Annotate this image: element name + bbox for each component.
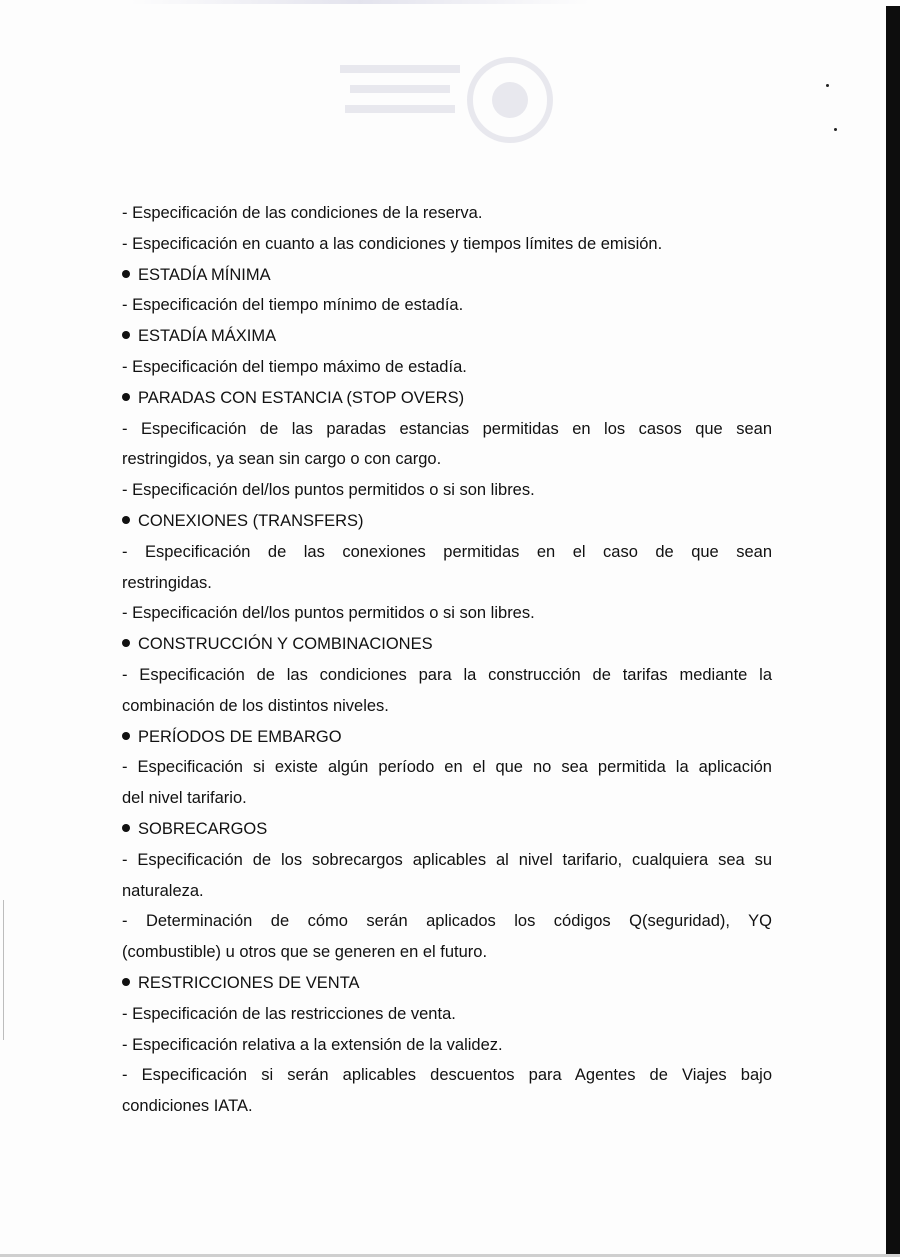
bullet-icon: [122, 639, 130, 647]
section-heading: [122, 321, 772, 352]
bullet-icon: [122, 732, 130, 740]
bullet-icon: [122, 824, 130, 832]
section-heading: [122, 722, 772, 753]
scan-edge-left: [3, 900, 4, 1040]
section-heading-text: SOBRECARGOS: [138, 819, 268, 838]
scan-speck: [826, 84, 829, 87]
paragraph-line: - Especificación de las restricciones de venta.: [122, 1004, 456, 1023]
document-body: [122, 198, 772, 1122]
section-heading-text: PERÍODOS DE EMBARGO: [138, 727, 342, 746]
paragraph-line: - Especificación del tiempo mínimo de estadía.: [122, 296, 464, 315]
section-heading-text: ESTADÍA MÁXIMA: [138, 327, 277, 346]
paragraph-line: - Especificación de las condiciones de la reserva.: [122, 204, 483, 222]
paragraph-line: combinación de los distintos niveles.: [122, 696, 389, 715]
paragraph-line: (combustible) u otros que se generen en el futuro.: [122, 943, 488, 962]
paragraph-line: - Especificación de los sobrecargos aplicables al nivel tarifario, cualquiera sea su: [122, 850, 772, 869]
paragraph-line: restringidos, ya sean sin cargo o con cargo.: [122, 450, 442, 469]
section-heading: [122, 506, 772, 537]
section-heading-text: CONEXIONES (TRANSFERS): [138, 511, 364, 530]
scan-speck: [834, 128, 837, 131]
paragraph-line: - Especificación del tiempo máximo de estadía.: [122, 357, 467, 376]
section-heading: [122, 814, 772, 845]
paragraph-line: restringidas.: [122, 573, 212, 592]
section-heading: [122, 629, 772, 660]
section-heading-text: RESTRICCIONES DE VENTA: [138, 973, 360, 992]
paragraph-line: condiciones IATA.: [122, 1097, 253, 1116]
section-heading-text: ESTADÍA MÍNIMA: [138, 265, 271, 284]
paragraph-line: - Especificación relativa a la extensión de la validez.: [122, 1035, 503, 1054]
section-heading: [122, 260, 772, 291]
bullet-icon: [122, 393, 130, 401]
scan-top-bleed: [130, 0, 590, 4]
bullet-icon: [122, 270, 130, 278]
paragraph-line: naturaleza.: [122, 881, 204, 900]
scan-edge-right: [886, 6, 900, 1257]
paragraph-line: - Especificación si existe algún período en el que no sea permitida la aplicación: [122, 758, 772, 777]
section-heading: [122, 383, 772, 414]
paragraph-line: - Especificación de las conexiones permitidas en el caso de que sean: [122, 542, 772, 561]
paragraph-line: - Especificación si serán aplicables descuentos para Agentes de Viajes bajo: [122, 1066, 772, 1085]
section-heading: [122, 968, 772, 999]
paragraph-line: - Especificación en cuanto a las condiciones y tiempos límites de emisión.: [122, 234, 663, 253]
bullet-icon: [122, 978, 130, 986]
paragraph-line: - Especificación de las condiciones para la construcción de tarifas mediante la: [122, 665, 772, 684]
paragraph-line: - Especificación del/los puntos permitidos o si son libres.: [122, 604, 535, 623]
paragraph-line: del nivel tarifario.: [122, 789, 247, 808]
bullet-icon: [122, 331, 130, 339]
bullet-icon: [122, 516, 130, 524]
seal-icon: [330, 45, 560, 155]
section-heading-text: PARADAS CON ESTANCIA (STOP OVERS): [138, 388, 465, 407]
section-heading-text: CONSTRUCCIÓN Y COMBINACIONES: [138, 635, 433, 654]
paragraph-line: - Determinación de cómo serán aplicados los códigos Q(seguridad), YQ: [122, 912, 772, 931]
paragraph-line: - Especificación del/los puntos permitidos o si son libres.: [122, 481, 535, 500]
paragraph-line: - Especificación de las paradas estancias permitidas en los casos que sean: [122, 419, 772, 438]
